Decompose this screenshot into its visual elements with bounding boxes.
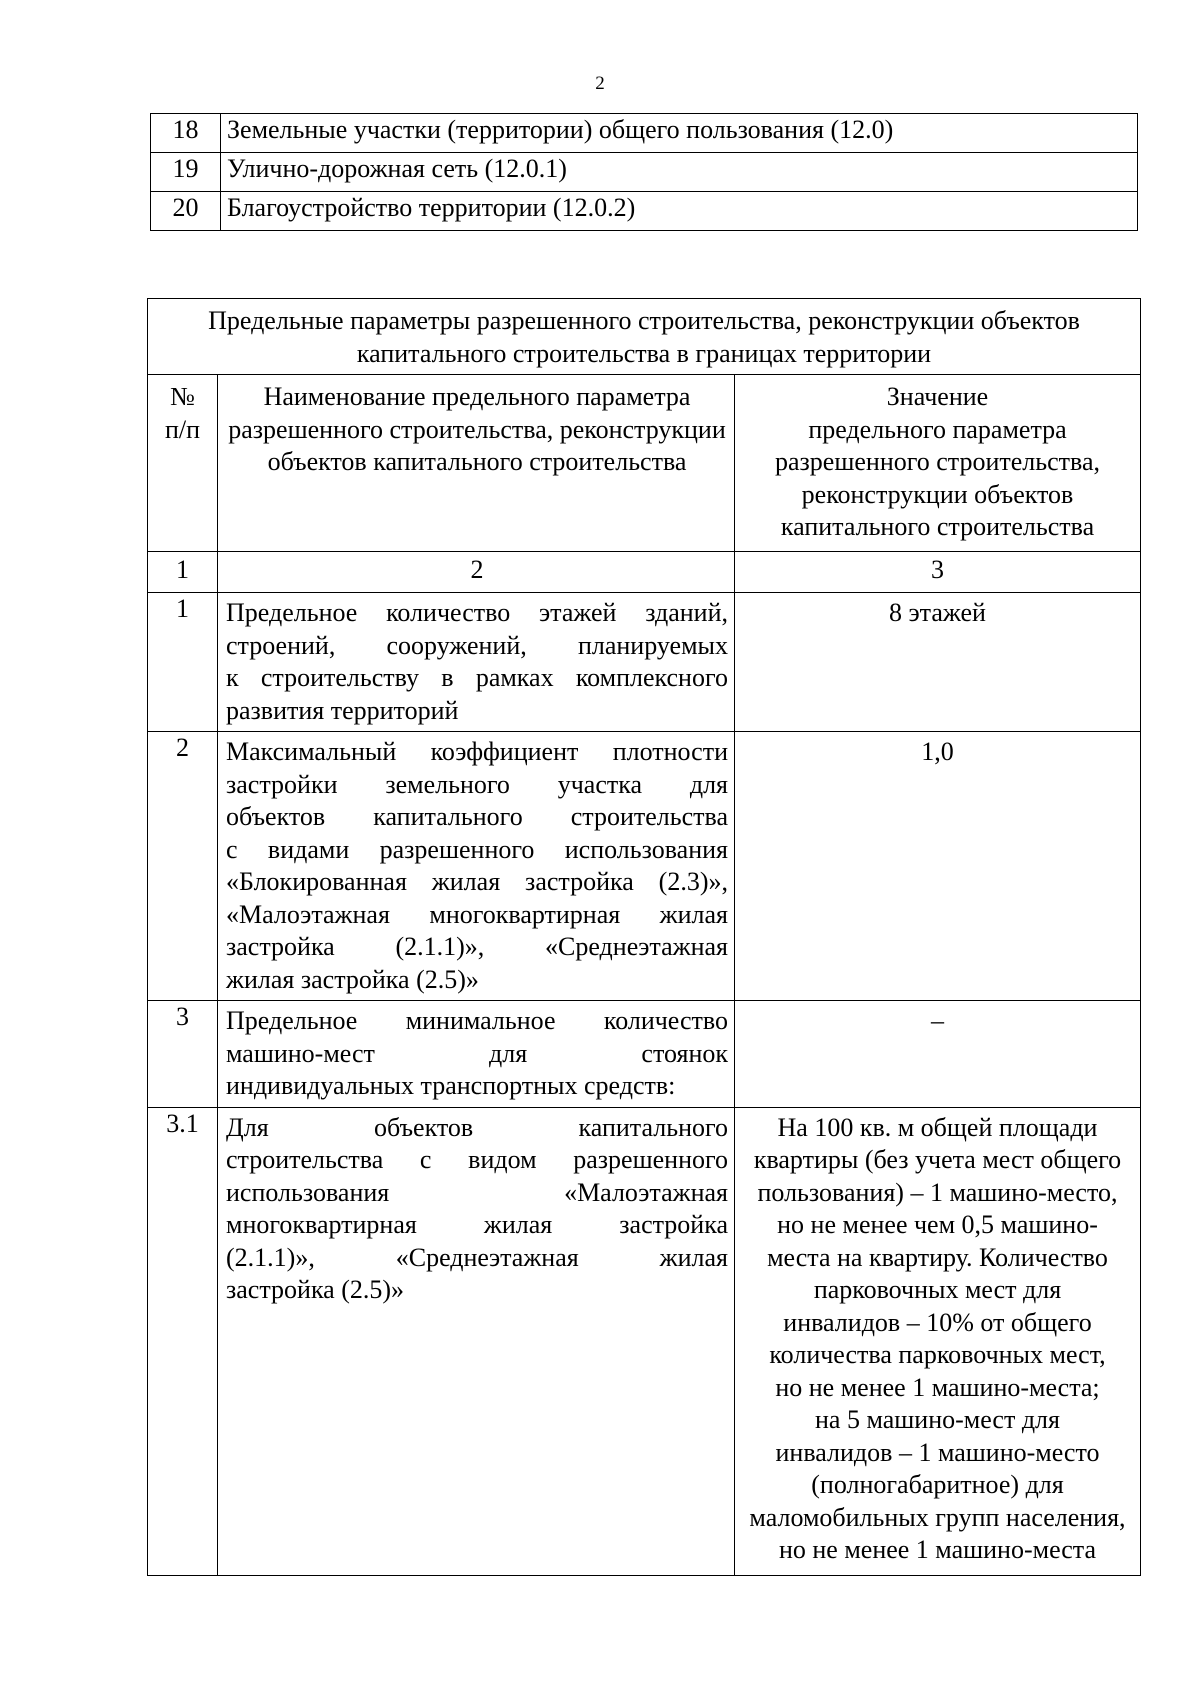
parameter-value-line: парковочных мест для	[813, 1275, 1062, 1304]
parameter-name-line: развития территорий	[226, 695, 459, 725]
row-number: 19	[151, 153, 221, 192]
table-header-row	[148, 375, 1141, 552]
parameter-name-line: «Блокированная жилая застройка (2.3)»,	[226, 867, 728, 896]
parameter-value: –	[735, 1001, 1141, 1108]
parameter-name-line: машино-мест для стоянок	[226, 1038, 728, 1068]
parameter-name-line: застройка (2.1.1)», «Среднеэтажная	[226, 932, 728, 961]
table-row	[151, 153, 1138, 192]
table-row	[148, 1001, 1141, 1108]
parameter-value-line: но не менее чем 0,5 машино-	[777, 1210, 1098, 1239]
parameter-value-line: инвалидов – 1 машино-место	[775, 1437, 1100, 1467]
parameter-name-line: строений, сооружений, планируемых	[226, 630, 728, 660]
page-number: 2	[595, 73, 605, 94]
parameter-value-line: маломобильных групп населения,	[749, 1502, 1126, 1532]
parameter-name	[218, 593, 735, 732]
column-index: 2	[218, 552, 735, 593]
land-use-name: Земельные участки (территории) общего пользования (12.0)	[221, 114, 1138, 153]
parameter-value-line: на 5 машино-мест для	[815, 1405, 1060, 1434]
parameter-value-line: но не менее 1 машино-места	[778, 1535, 1097, 1564]
parameter-name-line: Предельное минимальное количество	[226, 1006, 728, 1035]
parameter-name-line: объектов капитального строительства	[226, 802, 728, 831]
parameter-value-line: (полногабаритное) для	[811, 1470, 1064, 1499]
table-row	[151, 192, 1138, 231]
parameter-name-line: застройки земельного участка для	[226, 769, 728, 799]
parameter-value-line: количества парковочных мест,	[769, 1340, 1106, 1369]
parameter-name-line: «Малоэтажная многоквартирная жилая	[226, 899, 728, 929]
land-use-table	[150, 113, 1138, 231]
parameter-value-line: На 100 кв. м общей площади	[777, 1112, 1098, 1142]
parameter-value: 8 этажей	[735, 593, 1141, 732]
row-number: 2	[148, 732, 218, 1001]
parameter-name-line: (2.1.1)», «Среднеэтажная жилая	[226, 1242, 728, 1272]
table-caption: Предельные параметры разрешенного строительства, реконструкции объектов капитального строительства в границах территории	[148, 299, 1141, 375]
parameter-name-line: с видами разрешенного использования	[226, 834, 728, 864]
parameter-name-line: жилая застройка (2.5)»	[226, 964, 479, 994]
parameter-value: 1,0	[735, 732, 1141, 1001]
row-number: 18	[151, 114, 221, 153]
parameter-value-line: пользования) – 1 машино-место,	[757, 1177, 1118, 1207]
parameter-value	[735, 1107, 1141, 1575]
land-use-name: Благоустройство территории (12.0.2)	[221, 192, 1138, 231]
header-parameter-value	[735, 375, 1141, 552]
construction-parameters-table	[147, 298, 1141, 1576]
parameter-value-line: места на квартиру. Количество	[767, 1242, 1108, 1272]
parameter-name-line: строительства с видом разрешенного	[226, 1145, 728, 1174]
parameter-name-line: Для объектов капитального	[226, 1112, 728, 1142]
parameter-name	[218, 732, 735, 1001]
parameter-name-line: использования «Малоэтажная	[226, 1177, 728, 1207]
parameter-name-line: к строительству в рамках комплексного	[226, 663, 728, 692]
header-number-line-2: п/п	[164, 414, 201, 444]
parameter-name-line: застройка (2.5)»	[226, 1275, 405, 1304]
header-number	[148, 375, 218, 552]
table-row	[148, 1107, 1141, 1575]
header-value-line-2: предельного параметра разрешенного строительства, реконструкции объектов капитального строительства	[775, 414, 1100, 541]
row-number: 1	[148, 593, 218, 732]
table-row	[148, 593, 1141, 732]
table-row	[148, 732, 1141, 1001]
header-value-line-1: Значение	[886, 382, 989, 411]
row-number: 3.1	[148, 1107, 218, 1575]
parameter-name-line: индивидуальных транспортных средств:	[226, 1071, 676, 1100]
parameter-name	[218, 1107, 735, 1575]
parameter-name-line: Максимальный коэффициент плотности	[226, 737, 728, 766]
header-number-line-1: №	[170, 382, 195, 411]
header-parameter-name: Наименование предельного параметра разрешенного строительства, реконструкции объектов капитального строительства	[218, 375, 735, 552]
parameter-value-line: но не менее 1 машино-места;	[775, 1372, 1100, 1402]
parameter-name	[218, 1001, 735, 1108]
parameter-name-line: Предельное количество этажей зданий,	[226, 598, 728, 627]
column-index: 1	[148, 552, 218, 593]
parameter-name-line: многоквартирная жилая застройка	[226, 1210, 728, 1239]
table-caption-row	[148, 299, 1141, 375]
row-number: 3	[148, 1001, 218, 1108]
land-use-name: Улично-дорожная сеть (12.0.1)	[221, 153, 1138, 192]
table-row	[151, 114, 1138, 153]
column-index-row	[148, 552, 1141, 593]
parameter-value-line: инвалидов – 10% от общего	[783, 1307, 1092, 1337]
column-index: 3	[735, 552, 1141, 593]
parameter-value-line: квартиры (без учета мест общего	[753, 1145, 1122, 1174]
row-number: 20	[151, 192, 221, 231]
